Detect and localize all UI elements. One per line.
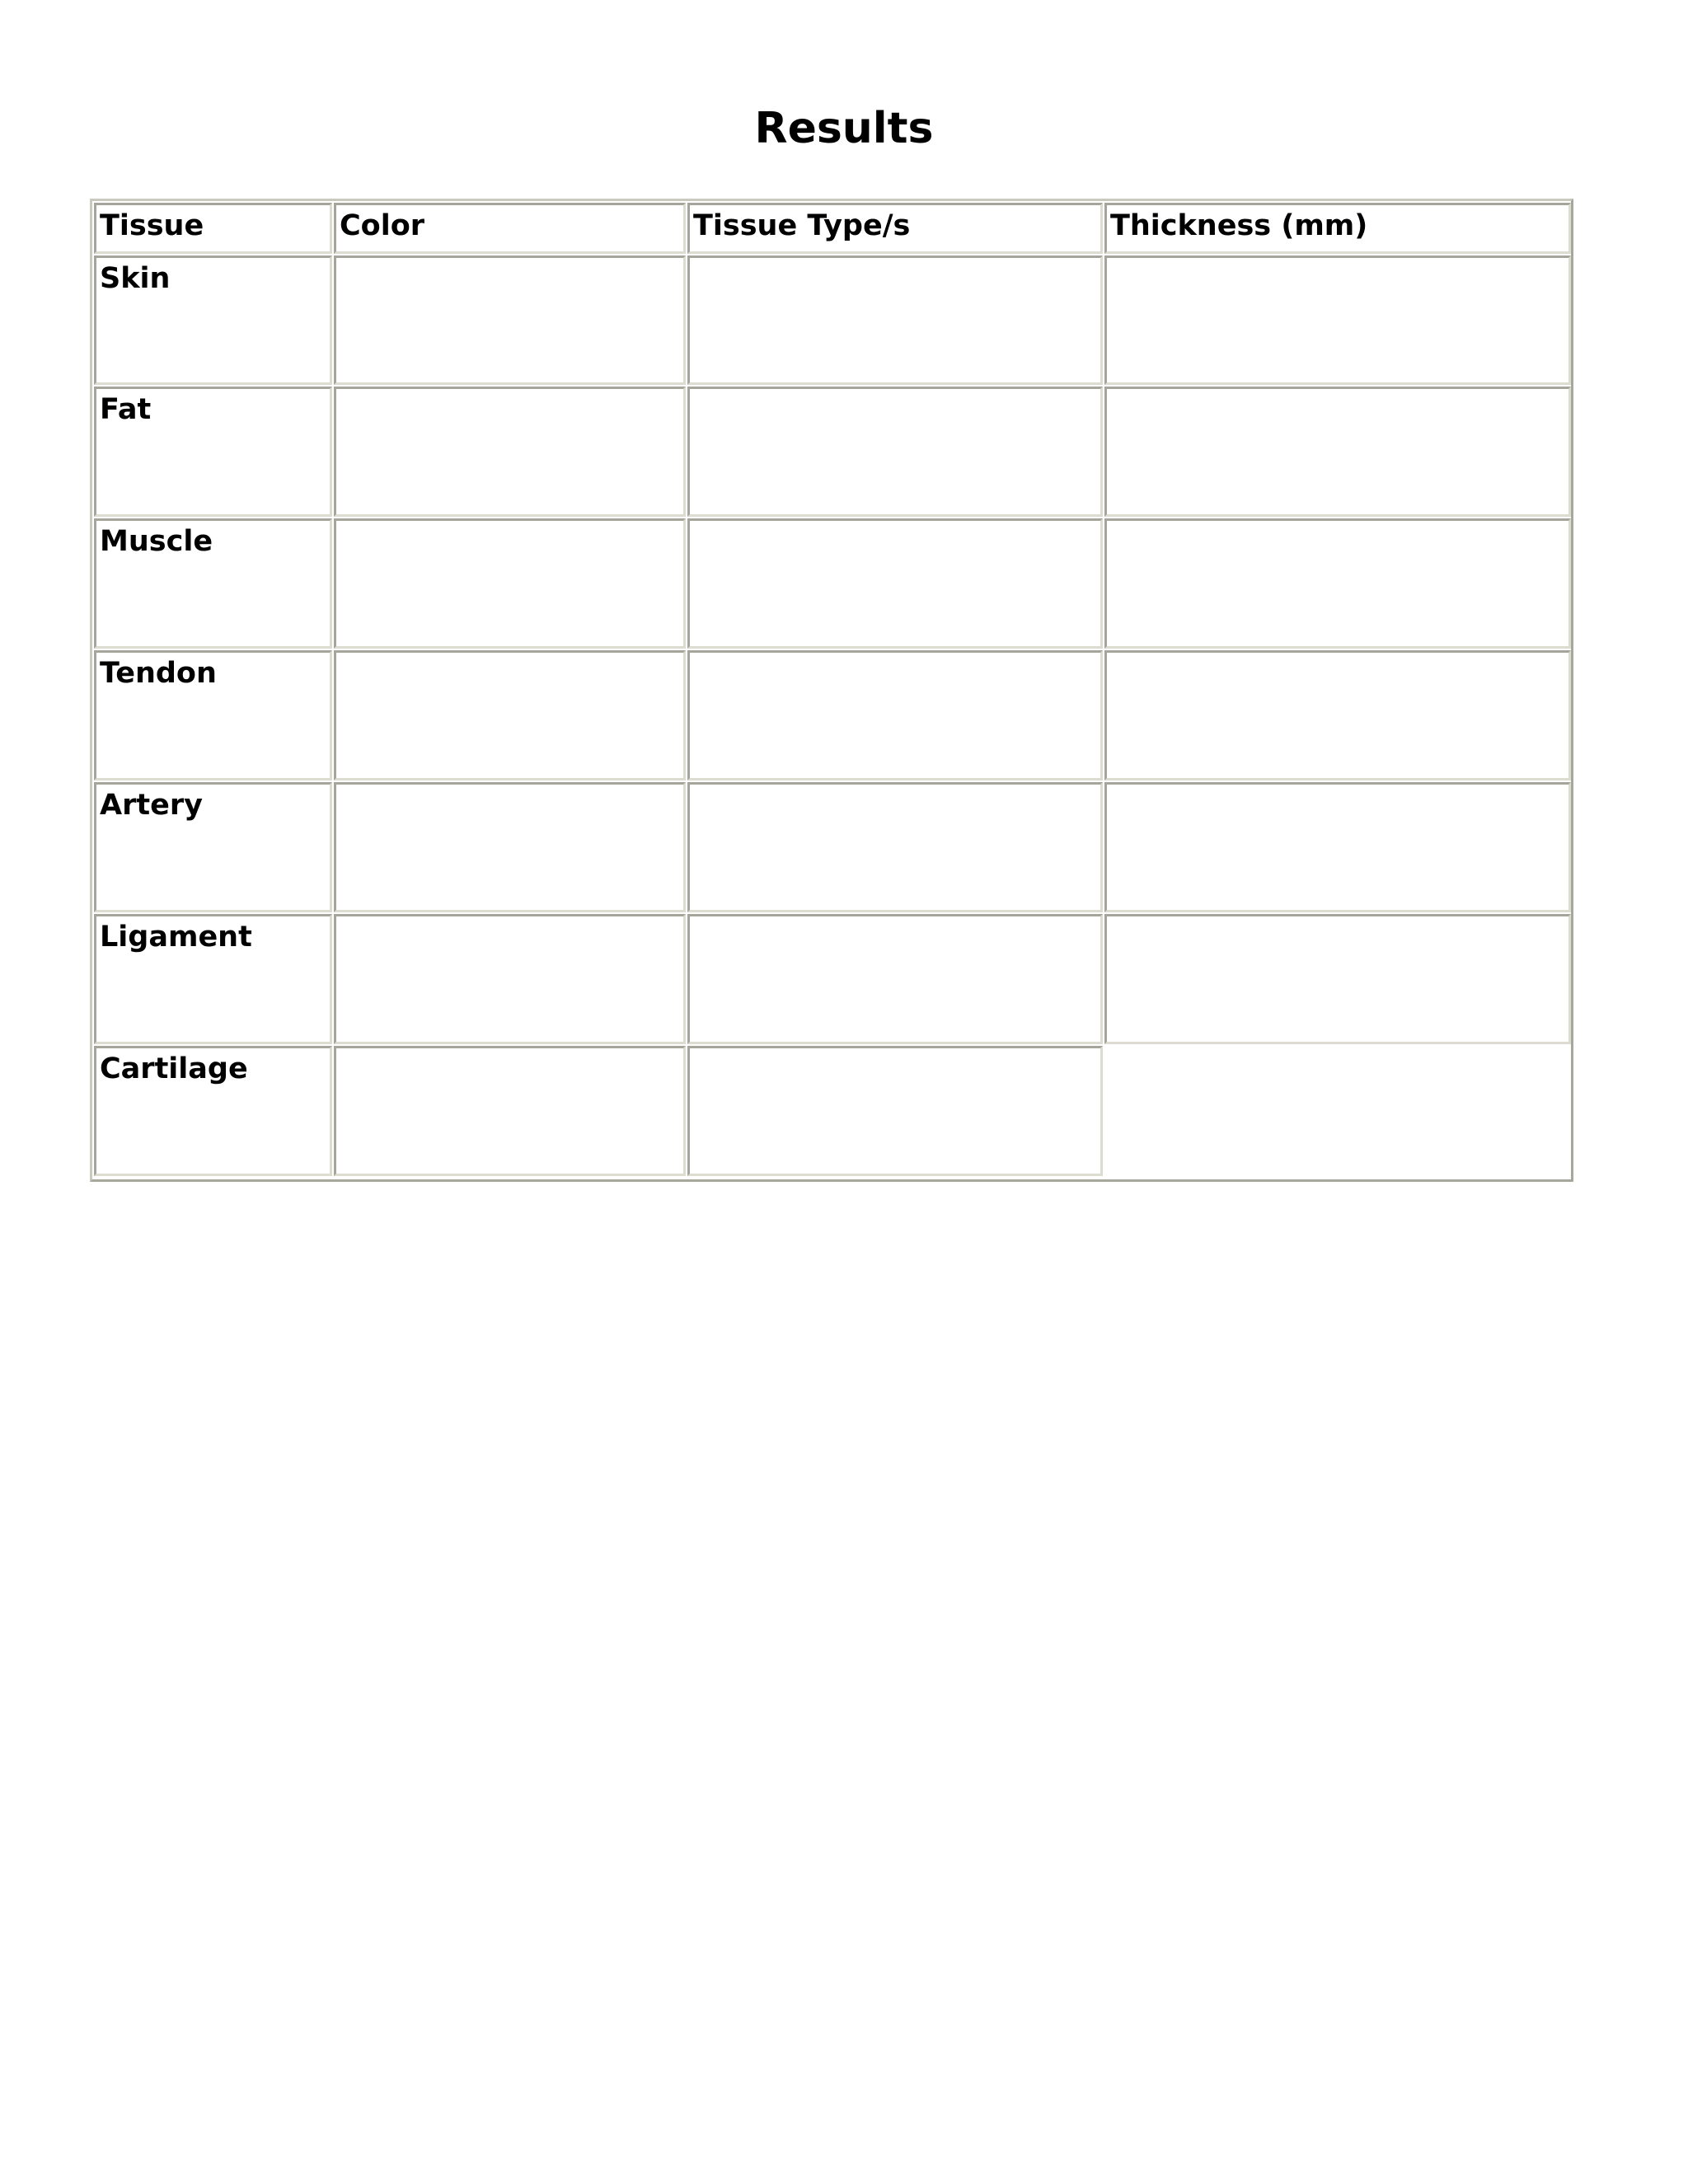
- header-tissue: [94, 203, 332, 254]
- cell-color: [334, 914, 686, 1044]
- header-color: [334, 203, 686, 254]
- cell-tissue-type: [687, 518, 1103, 649]
- cell-tissue: [94, 1046, 332, 1176]
- cell-color: [334, 1046, 686, 1176]
- cell-tissue-type: [687, 782, 1103, 912]
- cell-thickness: [1104, 650, 1571, 780]
- cell-tissue-text: Ligament: [100, 921, 252, 954]
- header-tissue-type-text: Tissue Type/s: [693, 209, 911, 242]
- cell-tissue: [94, 518, 332, 649]
- cell-tissue-type: [687, 1046, 1103, 1176]
- cell-tissue-text: Tendon: [100, 657, 217, 690]
- header-thickness: [1104, 203, 1571, 254]
- cell-tissue: [94, 914, 332, 1044]
- header-tissue-type: [687, 203, 1103, 254]
- cell-color: [334, 518, 686, 649]
- cell-color: [334, 782, 686, 912]
- cell-tissue-type: [687, 255, 1103, 385]
- cell-color: [334, 650, 686, 780]
- cell-tissue: [94, 650, 332, 780]
- cell-tissue-type: [687, 650, 1103, 780]
- cell-thickness: [1104, 914, 1571, 1044]
- header-color-text: Color: [340, 209, 425, 242]
- cell-thickness: [1104, 255, 1571, 385]
- cell-tissue: [94, 387, 332, 517]
- cell-tissue-type: [687, 914, 1103, 1044]
- cell-color: [334, 387, 686, 517]
- cell-tissue-text: Artery: [100, 789, 203, 822]
- cell-tissue-type: [687, 387, 1103, 517]
- cell-thickness: [1104, 518, 1571, 649]
- header-thickness-text: Thickness (mm): [1110, 209, 1368, 242]
- header-tissue-text: Tissue: [100, 209, 204, 242]
- cell-tissue-text: Muscle: [100, 525, 213, 558]
- results-table: [90, 199, 1573, 1182]
- cell-tissue-text: Fat: [100, 393, 152, 426]
- cell-thickness: [1104, 387, 1571, 517]
- cell-color: [334, 255, 686, 385]
- page-title: Results: [754, 104, 934, 153]
- cell-tissue-text: Skin: [100, 262, 171, 295]
- cell-thickness: [1104, 782, 1571, 912]
- cell-tissue-text: Cartilage: [100, 1052, 248, 1085]
- cell-tissue: [94, 782, 332, 912]
- cell-tissue: [94, 255, 332, 385]
